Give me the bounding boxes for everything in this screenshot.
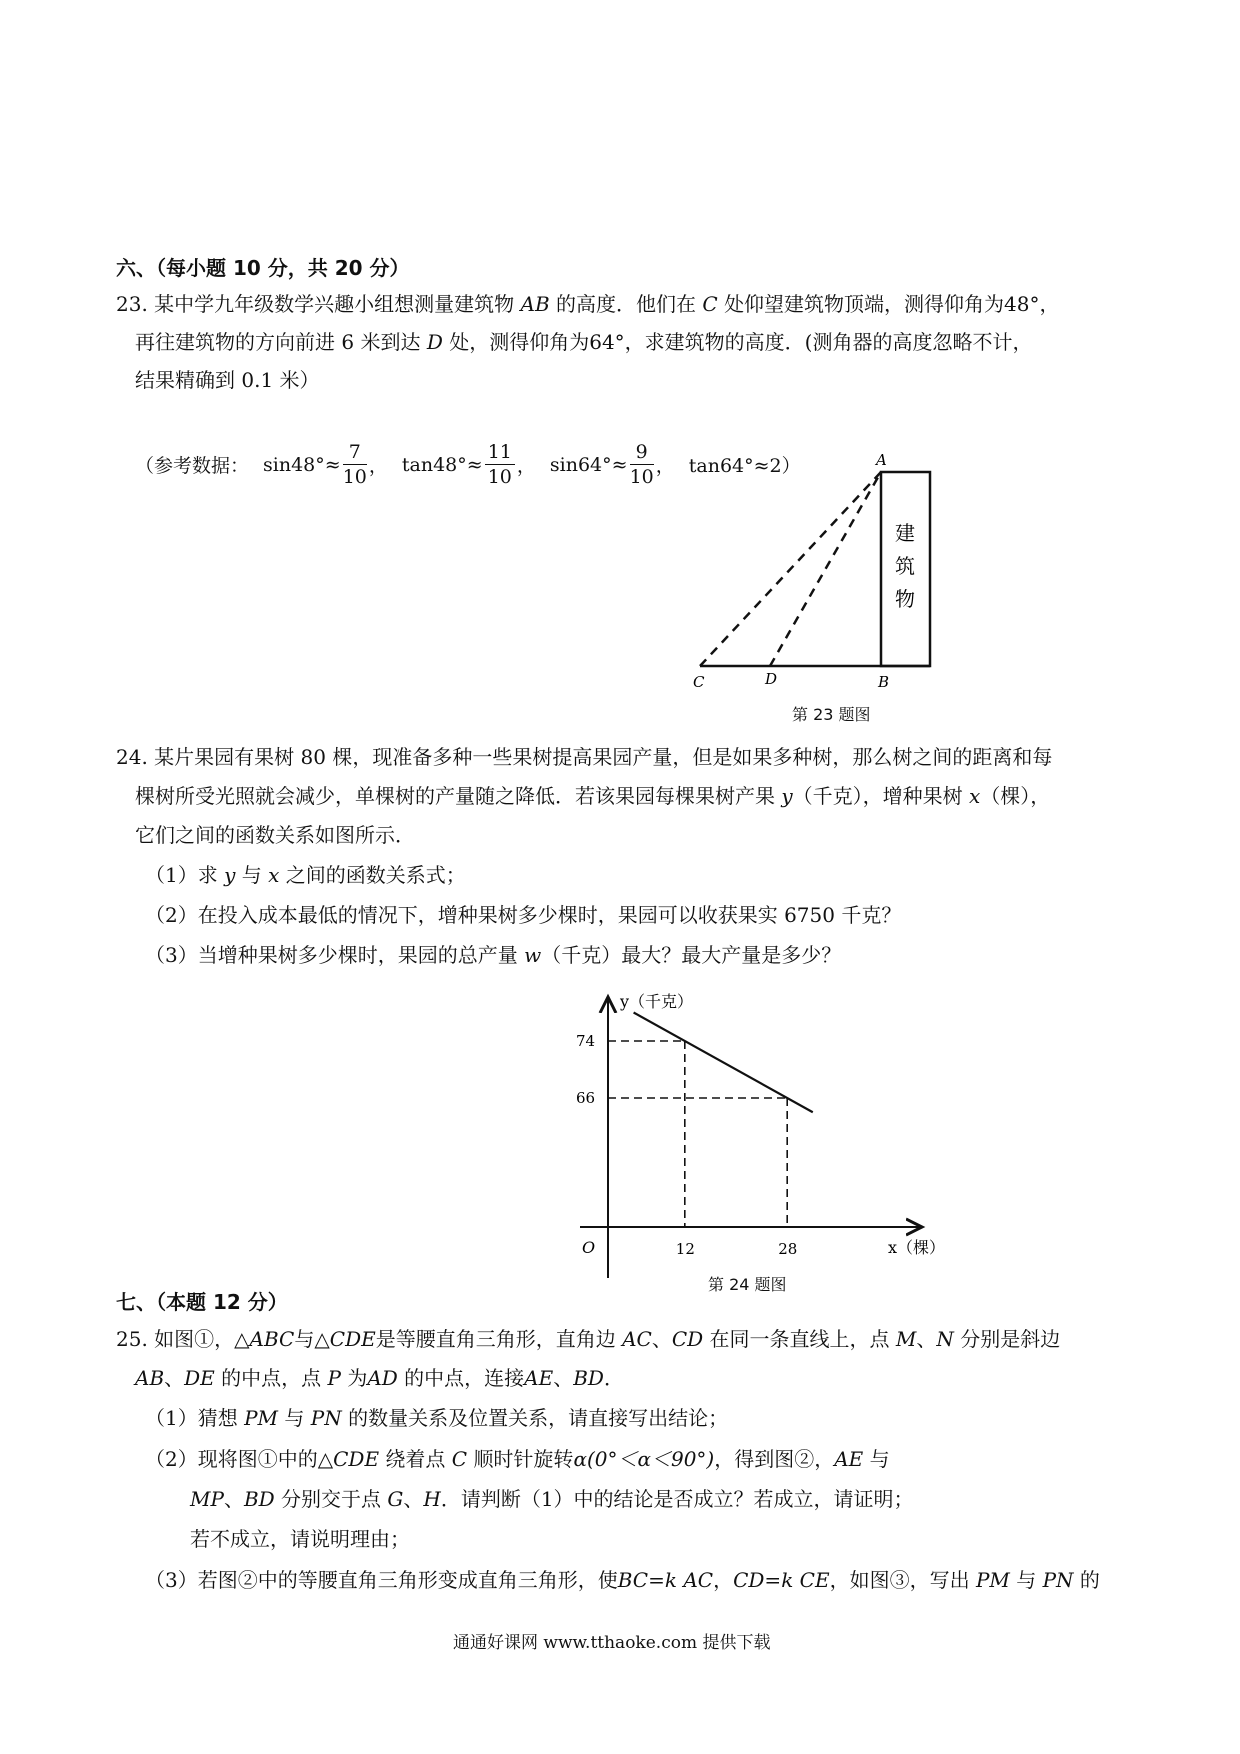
text: 分别交于点 xyxy=(281,1487,382,1511)
building-char-1: 建 xyxy=(895,521,915,545)
var: PM xyxy=(244,1406,279,1430)
var: y xyxy=(781,784,793,808)
text: 与 xyxy=(869,1447,890,1471)
text: （千克），增种果树 xyxy=(792,784,963,808)
label-c: C xyxy=(693,673,705,691)
text: 、 xyxy=(916,1327,937,1351)
text: 、 xyxy=(553,1366,574,1390)
var: C xyxy=(702,292,718,316)
text: 、 xyxy=(223,1487,244,1511)
var: AB xyxy=(135,1366,165,1390)
text: 绕着点 xyxy=(385,1447,446,1471)
var: x xyxy=(969,784,981,808)
label-b: B xyxy=(878,673,890,691)
var: BD xyxy=(243,1487,275,1511)
text: 23. 某中学九年级数学兴趣小组想测量建筑物 xyxy=(116,292,515,316)
num: 7 xyxy=(343,440,367,465)
sin48-label: sin48°≈ xyxy=(263,453,341,476)
sep: ， xyxy=(655,455,675,477)
q25-part-3 xyxy=(145,1566,1100,1594)
angle-range: α(0°＜α＜90°) xyxy=(573,1447,715,1471)
q25-part-2c: 若不成立，请说明理由； xyxy=(190,1527,410,1551)
num: 11 xyxy=(485,440,515,465)
text: 与 xyxy=(1016,1568,1037,1592)
q24-part-3 xyxy=(145,941,841,969)
tan48-label: tan48°≈ xyxy=(401,453,483,476)
var: G xyxy=(387,1487,404,1511)
var: PM xyxy=(975,1568,1010,1592)
var: PN xyxy=(1042,1568,1074,1592)
q24-part-2: （2）在投入成本最低的情况下，增种果树多少棵时，果园可以收获果实 6750 千克？ xyxy=(145,903,902,927)
y-axis-label: y（千克） xyxy=(620,992,694,1011)
q23-line-1 xyxy=(116,290,1060,318)
building-char-3: 物 xyxy=(895,587,915,611)
q24-part-1 xyxy=(145,861,466,889)
ref-open: （参考数据： xyxy=(135,455,250,477)
text: 与 xyxy=(284,1406,305,1430)
sep: ， xyxy=(516,455,536,477)
label-a: A xyxy=(876,451,887,469)
text: （1）猜想 xyxy=(145,1406,238,1430)
var: M xyxy=(895,1327,917,1351)
text: 、 xyxy=(164,1366,185,1390)
text: 是等腰直角三角形，直角边 xyxy=(375,1327,616,1351)
text: 的中点，连接 xyxy=(404,1366,525,1390)
text: （3）若图②中的等腰直角三角形变成直角三角形，使 xyxy=(145,1568,618,1592)
var: D xyxy=(426,330,443,354)
text: （1）求 xyxy=(145,863,218,887)
tan48-fraction xyxy=(485,440,515,489)
text: ，如图③，写出 xyxy=(829,1568,970,1592)
text: ．请判断（1）中的结论是否成立？若成立，请证明； xyxy=(440,1487,914,1511)
text: 棵树所受光照就会减少，单棵树的产量随之降低．若该果园每棵果树产果 xyxy=(135,784,775,808)
var: ABC xyxy=(249,1327,295,1351)
page-footer: 通通好课网 www.tthaoke.com 提供下载 xyxy=(453,1633,771,1653)
text: 在同一条直线上，点 xyxy=(709,1327,890,1351)
building-char-2: 筑 xyxy=(895,554,915,578)
q25-line-1 xyxy=(116,1325,1060,1353)
var: CDE xyxy=(333,1447,380,1471)
q23-line-2 xyxy=(135,328,1032,356)
var: DE xyxy=(184,1366,215,1390)
var: BD xyxy=(573,1366,604,1390)
text: 的数量关系及位置关系，请直接写出结论； xyxy=(348,1406,729,1430)
sightline-d xyxy=(770,472,881,666)
text: 之间的函数关系式； xyxy=(285,863,466,887)
text: ，得到图②， xyxy=(714,1447,835,1471)
var: AD xyxy=(367,1366,398,1390)
var: AB xyxy=(520,292,550,316)
q24-line-3: 它们之间的函数关系如图所示． xyxy=(135,823,415,847)
tan64-label: tan64°≈2） xyxy=(688,455,801,477)
figure-24-chart xyxy=(560,985,960,1285)
q25-part-2b xyxy=(190,1485,914,1513)
sightline-c xyxy=(700,472,881,666)
formula: CD=k CE xyxy=(733,1568,830,1592)
figure-24-caption: 第 24 题图 xyxy=(708,1275,787,1294)
var: PN xyxy=(310,1406,342,1430)
text: 与 xyxy=(241,863,262,887)
text: （2）现将图①中的△ xyxy=(145,1447,334,1471)
q25-part-2a xyxy=(145,1445,890,1473)
text: 的高度．他们在 xyxy=(556,292,697,316)
text: 、 xyxy=(403,1487,424,1511)
text: 、 xyxy=(651,1327,672,1351)
label-d: D xyxy=(765,670,778,688)
var: MP xyxy=(190,1487,224,1511)
var: C xyxy=(451,1447,468,1471)
q23-line-3: 结果精确到 0.1 米） xyxy=(135,368,320,392)
text: 处，测得仰角为64°，求建筑物的高度．(测角器的高度忽略不计， xyxy=(449,330,1033,354)
x-axis-label: x（棵） xyxy=(888,1238,946,1257)
var: H xyxy=(423,1487,441,1511)
figure-23 xyxy=(660,440,960,691)
var: CDE xyxy=(329,1327,376,1351)
text: 25. 如图①，△ xyxy=(116,1327,250,1351)
sin64-fraction xyxy=(630,440,654,489)
text: （3）当增种果树多少棵时，果园的总产量 xyxy=(145,943,518,967)
var: y xyxy=(224,863,236,887)
var: N xyxy=(936,1327,954,1351)
text: 顺时针旋转 xyxy=(473,1447,574,1471)
text: （棵）， xyxy=(980,784,1051,808)
var: P xyxy=(327,1366,341,1390)
sin48-fraction xyxy=(343,440,367,489)
x-tick-label: 28 xyxy=(778,1240,798,1258)
text: 处仰望建筑物顶端，测得仰角为48°， xyxy=(724,292,1060,316)
q24-line-1: 24. 某片果园有果树 80 棵，现准备多种一些果树提高果园产量，但是如果多种树，那么树之间的距离和每 xyxy=(116,745,1053,769)
var: CD xyxy=(671,1327,704,1351)
var: x xyxy=(268,863,280,887)
den: 10 xyxy=(487,466,512,488)
text: 分别是斜边 xyxy=(960,1327,1061,1351)
sep: ， xyxy=(368,455,388,477)
section-seven-heading: 七、（本题 12 分） xyxy=(116,1290,288,1314)
sin64-label: sin64°≈ xyxy=(549,453,628,476)
q25-part-1 xyxy=(145,1404,728,1432)
section-six-heading: 六、（每小题 10 分，共 20 分） xyxy=(116,256,410,280)
text: ， xyxy=(713,1568,734,1592)
origin-label: O xyxy=(582,1238,596,1257)
den: 10 xyxy=(629,466,654,488)
q25-line-2 xyxy=(135,1364,624,1392)
q24-line-2 xyxy=(135,782,1050,810)
text: 再往建筑物的方向前进 6 米到达 xyxy=(135,330,421,354)
figure-23-caption: 第 23 题图 xyxy=(792,705,871,724)
text: （千克）最大？最大产量是多少？ xyxy=(541,943,842,967)
text: 为 xyxy=(347,1366,368,1390)
num: 9 xyxy=(630,440,654,465)
x-tick-label: 12 xyxy=(675,1240,695,1258)
text: 与△ xyxy=(294,1327,330,1351)
var: AE xyxy=(524,1366,554,1390)
var: AE xyxy=(834,1447,864,1471)
var: AC xyxy=(622,1327,652,1351)
text: 的中点，点 xyxy=(221,1366,322,1390)
y-tick-label: 66 xyxy=(576,1089,596,1107)
den: 10 xyxy=(342,466,367,488)
formula: BC=k AC xyxy=(617,1568,714,1592)
text: 的 xyxy=(1079,1568,1100,1592)
var: w xyxy=(524,943,542,967)
y-tick-label: 74 xyxy=(576,1032,596,1050)
text: ． xyxy=(603,1366,624,1390)
